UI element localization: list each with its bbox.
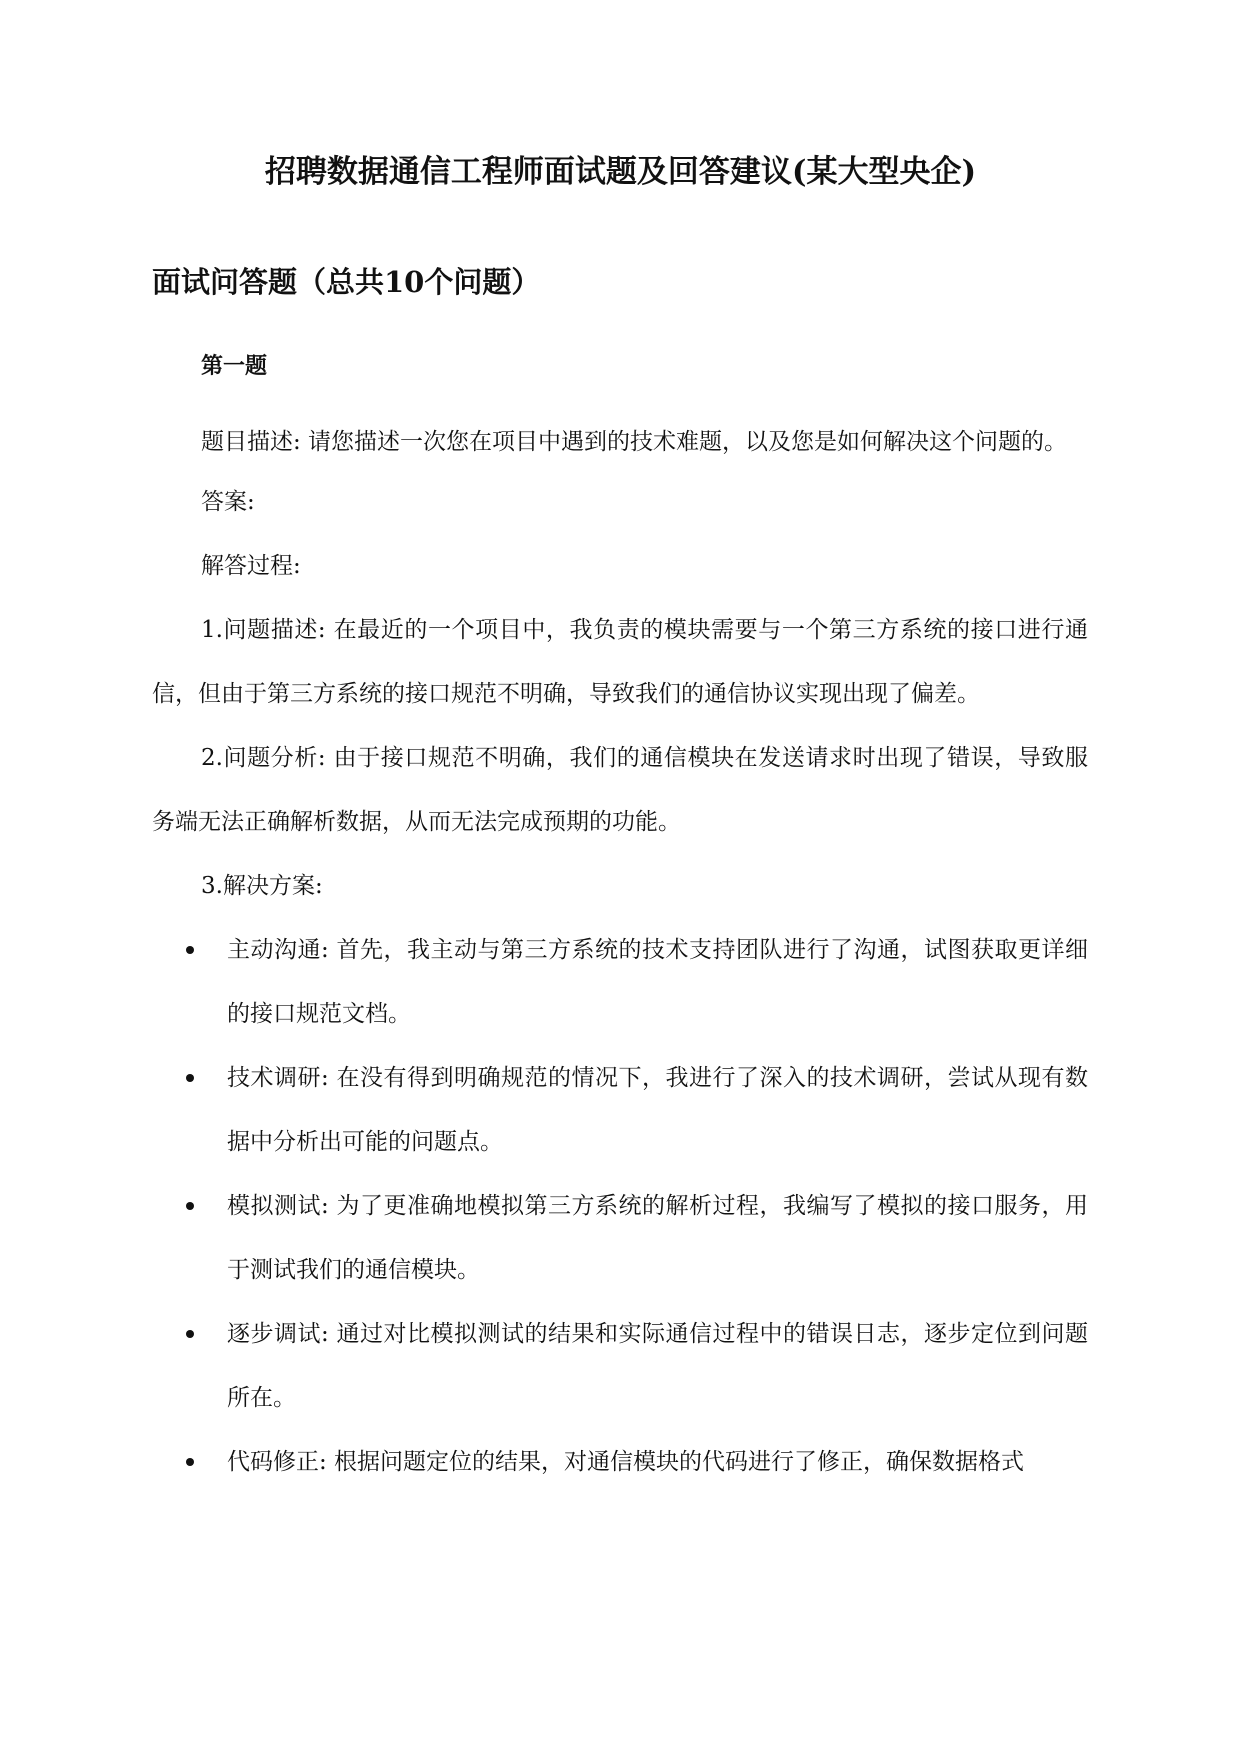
list-item-text: 逐步调试: 通过对比模拟测试的结果和实际通信过程中的错误日志，逐步定位到问题所在。 [227,1321,1088,1411]
step-2-paragraph: 2.问题分析: 由于接口规范不明确，我们的通信模块在发送请求时出现了错误，导致服务端无法正确解析数据，从而无法完成预期的功能。 [152,745,1088,835]
list-item-text: 技术调研: 在没有得到明确规范的情况下，我进行了深入的技术调研，尝试从现有数据中分析出可能的问题点。 [227,1065,1088,1155]
question-description: 题目描述: 请您描述一次您在项目中遇到的技术难题，以及您是如何解决这个问题的。 [201,429,1068,455]
list-item [152,1430,1088,1494]
list-item [152,1302,1088,1430]
list-item-text: 主动沟通: 首先，我主动与第三方系统的技术支持团队进行了沟通，试图获取更详细的接口规范文档。 [227,937,1088,1027]
bullet-icon [186,1458,194,1466]
question-heading: 第一题 [201,353,268,379]
bullet-icon [186,1202,194,1210]
bullet-icon [186,1330,194,1338]
section-heading: 面试问答题（总共10个问题） [152,265,541,299]
process-label: 解答过程: [201,553,301,579]
step-3-paragraph: 3.解决方案: [201,873,323,899]
step-1-paragraph: 1.问题描述: 在最近的一个项目中，我负责的模块需要与一个第三方系统的接口进行通信，但由于第三方系统的接口规范不明确，导致我们的通信协议实现出现了偏差。 [152,617,1088,707]
bullet-icon [186,1074,194,1082]
bullet-icon [186,946,194,954]
solution-bullet-list [152,918,1088,1494]
list-item-text: 模拟测试: 为了更准确地模拟第三方系统的解析过程，我编写了模拟的接口服务，用于测试我们的通信模块。 [227,1193,1088,1283]
answer-label: 答案: [201,489,255,515]
list-item-text: 代码修正: 根据问题定位的结果，对通信模块的代码进行了修正，确保数据格式 [227,1449,1025,1475]
list-item [152,1046,1088,1174]
document-title: 招聘数据通信工程师面试题及回答建议(某大型央企) [264,154,977,190]
list-item [152,1174,1088,1302]
list-item [152,918,1088,1046]
